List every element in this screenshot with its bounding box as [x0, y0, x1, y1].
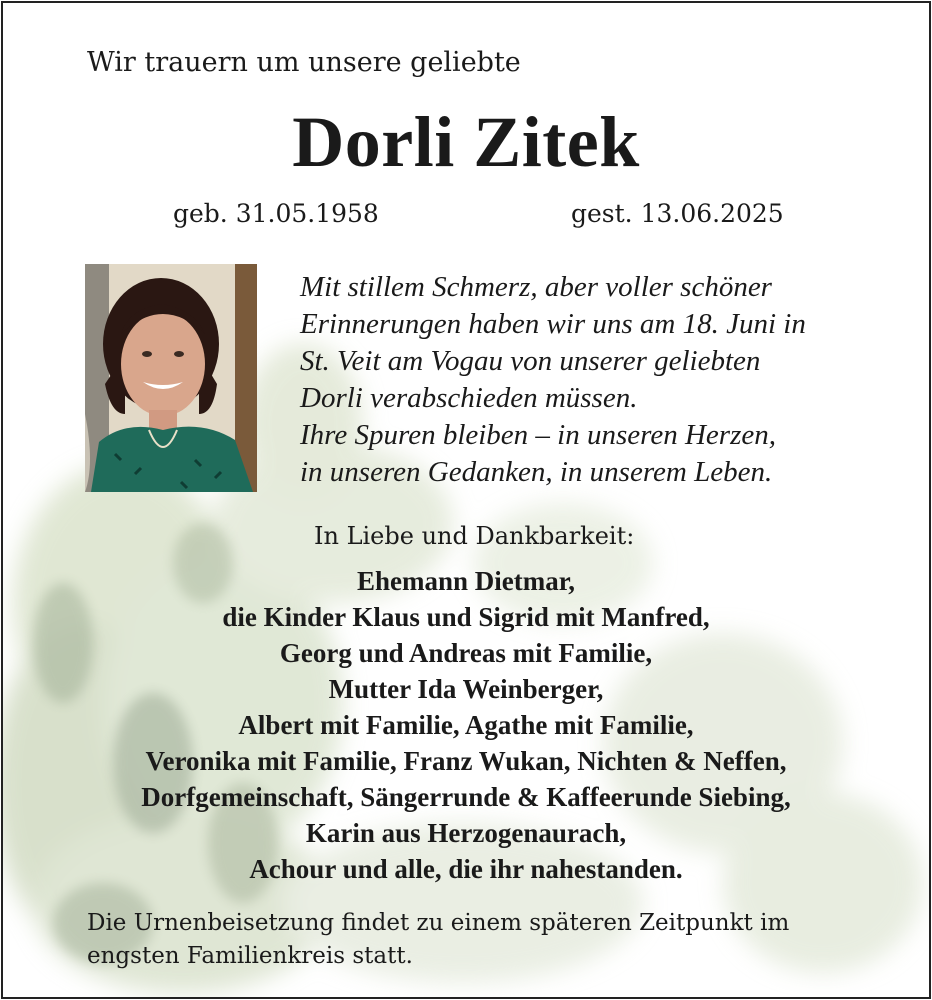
mourner-line: Georg und Andreas mit Familie,	[279, 638, 653, 668]
poem-line: Mit stillem Schmerz, aber voller schöner	[300, 271, 772, 303]
birth-date: geb. 31.05.1958	[173, 199, 379, 228]
mourner-line: Albert mit Familie, Agathe mit Familie,	[238, 710, 694, 740]
poem-line: in unseren Gedanken, in unserem Leben.	[300, 456, 773, 488]
deceased-name: Dorli Zitek	[292, 102, 640, 182]
thanks-heading: In Liebe und Dankbarkeit:	[314, 522, 635, 550]
mourner-line: die Kinder Klaus und Sigrid mit Manfred,	[222, 602, 710, 632]
mourner-line: Ehemann Dietmar,	[356, 566, 575, 596]
poem-line: St. Veit am Vogau von unserer geliebten	[300, 345, 761, 377]
mourner-line: Karin aus Herzogenaurach,	[305, 818, 627, 848]
mourner-line: Mutter Ida Weinberger,	[328, 674, 604, 704]
mourners-list	[3, 563, 929, 887]
intro-line: Wir trauern um unsere geliebte	[87, 47, 521, 78]
mourner-line: Dorfgemeinschaft, Sängerrunde & Kaffeerunde Siebing,	[141, 782, 791, 812]
obituary-frame	[1, 1, 931, 999]
mourner-line: Achour und alle, die ihr nahestanden.	[249, 854, 683, 884]
memorial-poem	[300, 269, 900, 491]
poem-line: Erinnerungen haben wir uns am 18. Juni in	[300, 308, 806, 340]
portrait-photo	[85, 264, 257, 492]
poem-line: Dorli verabschieden müssen.	[300, 382, 638, 414]
burial-notice	[87, 907, 887, 973]
death-date: gest. 13.06.2025	[571, 199, 784, 228]
mourner-line: Veronika mit Familie, Franz Wukan, Nichten & Neffen,	[145, 746, 787, 776]
poem-line: Ihre Spuren bleiben – in unseren Herzen,	[300, 419, 776, 451]
burial-notice-line: Die Urnenbeisetzung findet zu einem späteren Zeitpunkt im	[87, 910, 790, 936]
burial-notice-line: engsten Familienkreis statt.	[87, 943, 413, 969]
